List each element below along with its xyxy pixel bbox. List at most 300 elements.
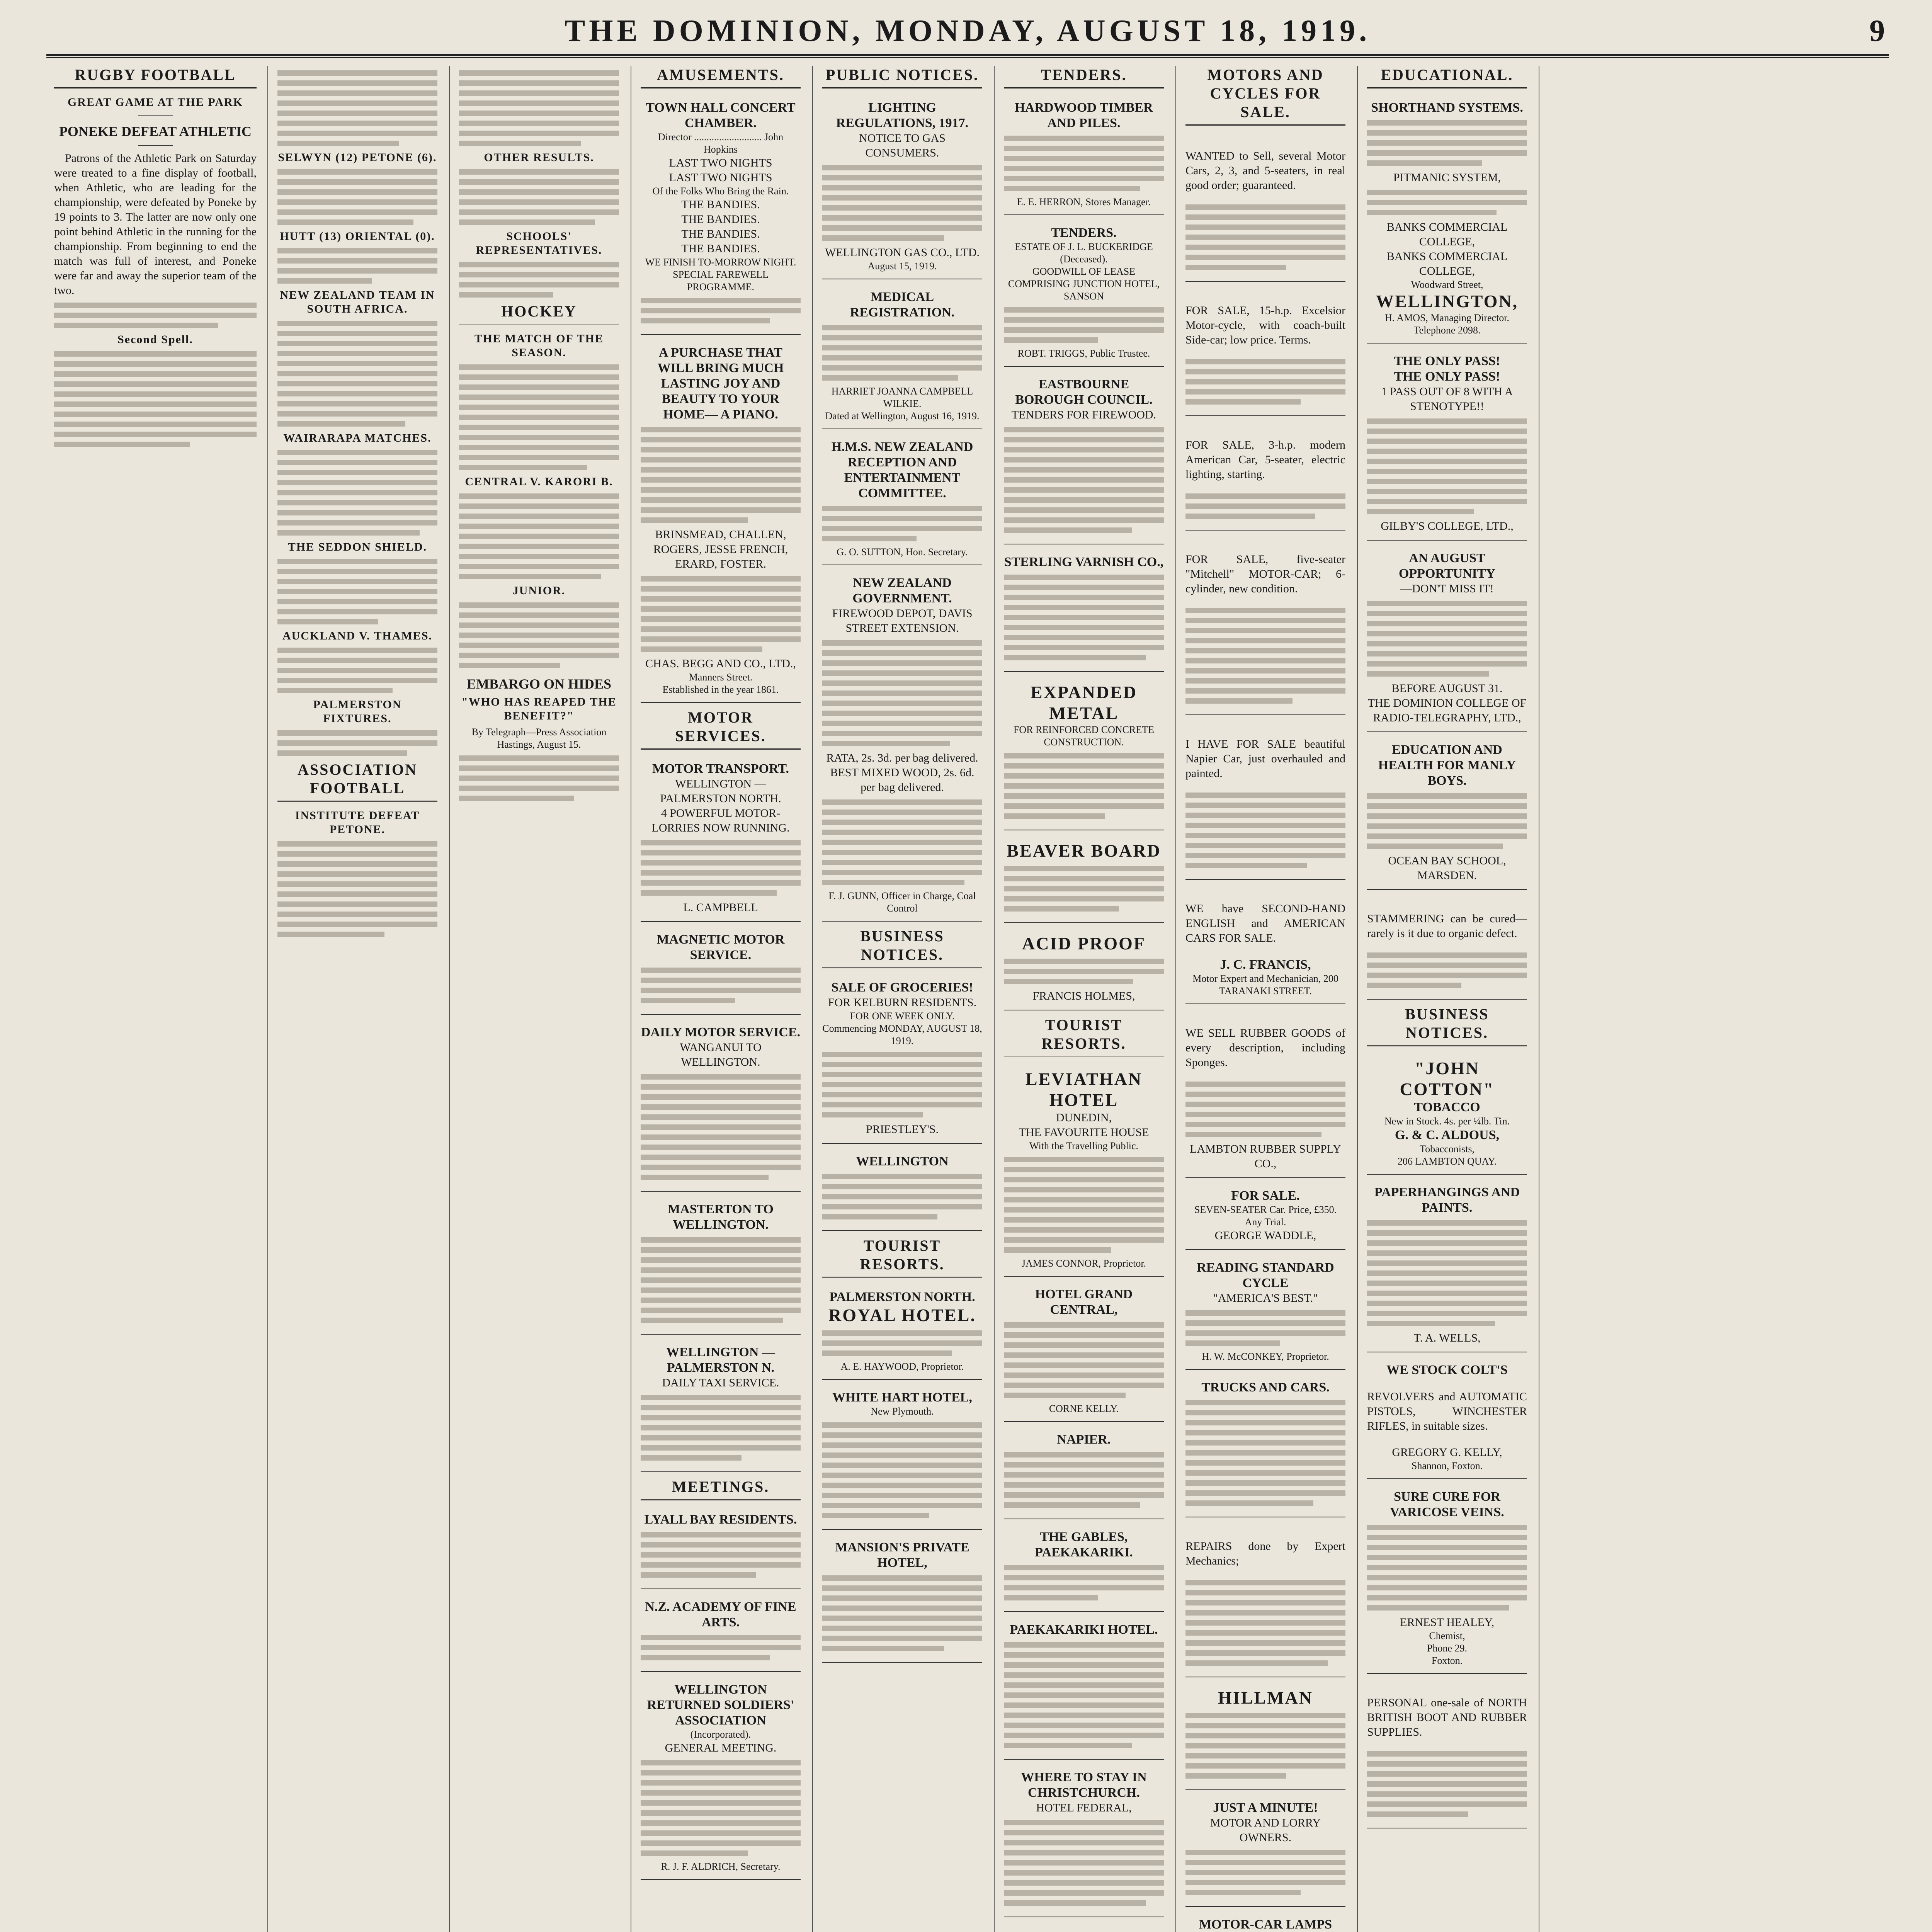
byline: By Telegraph—Press Association	[471, 726, 607, 738]
ad-title: AN AUGUST OPPORTUNITY	[1398, 551, 1496, 581]
article-body	[277, 321, 437, 427]
ad-motor-transport	[641, 757, 801, 922]
ad-headline: EXPANDED METAL	[1030, 682, 1138, 723]
ad-line: Phone 29.	[1427, 1643, 1467, 1654]
ad-body	[1367, 1220, 1527, 1326]
ad-title: SURE CURE FOR VARICOSE VEINS.	[1390, 1490, 1504, 1519]
ad-line: ESTATE OF J. L. BUCKERIDGE (Deceased).	[1015, 241, 1153, 265]
ad-line: DUNEDIN,	[1056, 1111, 1112, 1124]
article-body	[277, 169, 437, 225]
ad-firm: BANKS COMMERCIAL COLLEGE,	[1386, 250, 1508, 277]
ad-body	[1185, 1400, 1345, 1506]
ad-title: WE STOCK COLT'S	[1386, 1363, 1508, 1377]
ad-line: FOR REINFORCED CONCRETE CONSTRUCTION.	[1013, 724, 1155, 748]
ad-body: STAMMERING can be cured—rarely is it due to organic defect.	[1367, 912, 1527, 940]
ad-body	[1367, 418, 1527, 514]
ad-firm: CHAS. BEGG AND CO., LTD.,	[645, 657, 796, 670]
ad-title: HOTEL GRAND CENTRAL,	[1035, 1287, 1133, 1317]
ad-body	[822, 325, 982, 381]
headline: EMBARGO ON HIDES	[466, 676, 612, 692]
article-lead: Patrons of the Athletic Park on Saturday were treated to a fine display of football, when Athletic, who are leading for the championship, were defeated by Poneke by 19 points to 3. The latter are now only one point behind Athletic in the running for the championship. From beginning to end the match was full of interest, and Poneke were far and away the superior team of the two.	[54, 152, 257, 297]
headline: WAIRARAPA MATCHES.	[283, 432, 432, 444]
article-body	[277, 450, 437, 536]
section-heading: HOCKEY	[459, 302, 619, 325]
ad-body	[1367, 190, 1527, 215]
column-rugby-results	[270, 66, 444, 1932]
headline: PALMERSTON FIXTURES.	[313, 698, 402, 725]
ad-title: NAPIER.	[1057, 1432, 1111, 1447]
ad-title: LIGHTING REGULATIONS, 1917.	[836, 100, 969, 130]
ad-line: Motor Expert and Mechanician, 200 TARANAKI STREET.	[1192, 973, 1338, 997]
ad-firm: BANKS COMMERCIAL COLLEGE,	[1386, 221, 1508, 248]
ad-body	[1185, 1580, 1345, 1666]
ad-line: FIREWOOD DEPOT, DAVIS STREET EXTENSION.	[832, 607, 973, 634]
ad-line: THE BANDIES.	[681, 213, 760, 226]
column-educational	[1360, 66, 1534, 1932]
ad-line: 206 LAMBTON QUAY.	[1398, 1156, 1497, 1167]
ad-reading-cycle	[1185, 1255, 1345, 1370]
dateline: Hastings, August 15.	[497, 739, 581, 750]
ad-body	[1367, 1751, 1527, 1817]
headline: AUCKLAND V. THAMES.	[282, 629, 433, 642]
column-rule	[812, 66, 813, 1932]
ad-line: August 15, 1919.	[867, 260, 937, 272]
ad-line: LAST TWO NIGHTS	[669, 156, 772, 169]
headline: NEW ZEALAND TEAM IN SOUTH AFRICA.	[280, 289, 435, 315]
section-heading: TENDERS.	[1004, 66, 1164, 88]
ad-title: MAGNETIC MOTOR SERVICE.	[656, 932, 785, 962]
ad-line: Of the Folks Who Bring the Rain.	[652, 185, 789, 197]
tender-eastbourne	[1004, 372, 1164, 544]
section-heading: MOTORS AND CYCLES FOR SALE.	[1185, 66, 1345, 126]
ad-line: Manners Street.	[689, 672, 753, 683]
ad-body	[1367, 793, 1527, 849]
ad-line: Foxton.	[1431, 1655, 1463, 1666]
ad-line: GOODWILL OF LEASE COMPRISING JUNCTION HOTEL, SANSON	[1008, 266, 1160, 302]
headline: SELWYN (12) PETONE (6).	[278, 151, 437, 164]
ad-taxi	[641, 1340, 801, 1472]
ad-line: THE BANDIES.	[681, 228, 760, 240]
ad-firm: GREGORY G. KELLY,	[1392, 1446, 1502, 1459]
subheading: Second Spell.	[117, 333, 194, 346]
ad-line: THE BANDIES.	[681, 242, 760, 255]
ad-just-a-minute	[1185, 1796, 1345, 1907]
ad-title: FOR SALE.	[1231, 1189, 1300, 1203]
ad-title: JUST A MINUTE!	[1213, 1801, 1318, 1815]
ad-body	[1004, 753, 1164, 819]
ad-firm: G. & C. ALDOUS,	[1395, 1128, 1500, 1142]
notice-lighting	[822, 95, 982, 279]
ad-title: MEDICAL REGISTRATION.	[850, 290, 955, 320]
ad-line: WE FINISH TO-MORROW NIGHT.	[645, 257, 796, 268]
notice-firewood	[822, 571, 982, 922]
ad-line: New in Stock. 4s. per ¼lb. Tin.	[1384, 1116, 1510, 1127]
ad-body	[1367, 952, 1527, 988]
article-body	[54, 303, 257, 328]
ad-classified	[1185, 536, 1345, 715]
ad-line: THE FAVOURITE HOUSE	[1019, 1126, 1149, 1139]
ad-body	[641, 1760, 801, 1856]
ad-headline: BEAVER BOARD	[1007, 841, 1161, 861]
ad-stammering	[1367, 895, 1527, 1000]
ad-signature: R. J. F. ALDRICH, Secretary.	[661, 1861, 781, 1872]
column-rule	[994, 66, 995, 1932]
ad-repairs	[1185, 1523, 1345, 1677]
ad-grand-central	[1004, 1282, 1164, 1422]
ad-line: BEFORE AUGUST 31.	[1391, 682, 1503, 695]
ad-groceries	[822, 975, 982, 1144]
ad-body	[641, 840, 801, 896]
ad-line: THE BANDIES.	[681, 198, 760, 211]
ad-body	[1367, 601, 1527, 677]
ad-line: BRINSMEAD, CHALLEN, ROGERS, JESSE FRENCH, ERARD, FOSTER.	[653, 528, 788, 570]
ad-line: Shannon, Foxton.	[1411, 1460, 1483, 1471]
ad-academy	[641, 1595, 801, 1672]
ad-headline: ROYAL HOTEL.	[828, 1305, 976, 1325]
ad-body	[822, 506, 982, 541]
ad-body	[1185, 1850, 1345, 1895]
ad-firm: LAMBTON RUBBER SUPPLY CO.,	[1190, 1143, 1341, 1170]
notice-hms	[822, 435, 982, 565]
ad-body	[822, 1174, 982, 1219]
ad-august-opportunity	[1367, 546, 1527, 732]
ad-title: PALMERSTON NORTH.	[829, 1290, 975, 1304]
article-body	[277, 559, 437, 624]
ad-line: New Plymouth.	[871, 1406, 934, 1417]
ad-title: MOTOR TRANSPORT.	[652, 762, 789, 776]
ad-hillman	[1185, 1683, 1345, 1790]
ad-line: GENERAL MEETING.	[665, 1742, 777, 1754]
ad-body: WANTED to Sell, several Motor Cars, 2, 3, and 5-seaters, in real good order; guaranteed.	[1185, 150, 1345, 192]
ad-body	[1367, 120, 1527, 166]
ad-line: SEVEN-SEATER Car. Price, £350. Any Trial.	[1194, 1204, 1337, 1228]
ad-stenotype	[1367, 349, 1527, 541]
ad-rubber	[1185, 1010, 1345, 1178]
ad-headline: "JOHN COTTON"	[1400, 1058, 1495, 1099]
ad-line: TENDERS FOR FIREWOOD.	[1011, 408, 1156, 421]
ad-body: PERSONAL one-sale of NORTH BRITISH BOOT AND RUBBER SUPPLIES.	[1367, 1696, 1527, 1738]
ad-leviathan	[1004, 1064, 1164, 1277]
ad-classified	[1185, 287, 1345, 416]
masthead	[46, 12, 1889, 56]
masthead-rule	[46, 57, 1889, 58]
ad-line: HOTEL FEDERAL,	[1036, 1801, 1132, 1814]
ad-title: READING STANDARD CYCLE	[1197, 1260, 1334, 1290]
ad-title: TOBACCO	[1414, 1100, 1480, 1114]
ad-body	[641, 298, 801, 323]
article-body	[459, 755, 619, 801]
ad-body	[1185, 1713, 1345, 1779]
ad-line: Director ........................... John Hopkins	[658, 131, 784, 155]
ad-napier	[1004, 1427, 1164, 1519]
ad-title: TENDERS.	[1051, 226, 1117, 240]
column-rule	[267, 66, 268, 1932]
ad-headline: LEVIATHAN HOTEL	[1025, 1069, 1143, 1110]
article-body	[459, 262, 619, 298]
ad-body	[1004, 959, 1164, 984]
ad-francis	[1185, 885, 1345, 1004]
ad-line: Dated at Wellington, August 16, 1919.	[825, 410, 980, 422]
ad-line: With the Travelling Public.	[1029, 1140, 1139, 1151]
ad-rsa	[641, 1677, 801, 1880]
subheading: INSTITUTE DEFEAT PETONE.	[295, 809, 420, 836]
ad-christchurch	[1004, 1765, 1164, 1917]
article-body	[54, 351, 257, 447]
ad-body	[1185, 359, 1345, 405]
ad-line: DAILY TAXI SERVICE.	[662, 1376, 779, 1389]
ad-title: EDUCATION AND HEALTH FOR MANLY BOYS.	[1378, 743, 1516, 788]
ad-body: I HAVE FOR SALE beautiful Napier Car, just overhauled and painted.	[1185, 738, 1345, 780]
article-body	[459, 364, 619, 470]
ad-title: HARDWOOD TIMBER AND PILES.	[1015, 100, 1153, 130]
ad-north-british	[1367, 1679, 1527, 1828]
ad-signature: ROBT. TRIGGS, Public Trustee.	[1017, 348, 1150, 359]
column-hockey	[452, 66, 626, 1932]
ad-classified	[1185, 133, 1345, 282]
ad-title: THE ONLY PASS!	[1394, 369, 1500, 384]
ad-royal-hotel	[822, 1285, 982, 1380]
ad-signature: CORNE KELLY.	[1049, 1403, 1119, 1414]
section-heading: TOURIST RESORTS.	[822, 1236, 982, 1278]
ad-line: 1 PASS OUT OF 8 WITH A STENOTYPE!!	[1381, 385, 1513, 413]
ad-body: WE have SECOND-HAND ENGLISH and AMERICAN CARS FOR SALE.	[1185, 902, 1345, 944]
ad-line: Woodward Street,	[1411, 279, 1483, 290]
column-motors	[1179, 66, 1352, 1932]
ad-signature: H. W. McCONKEY, Proprietor.	[1202, 1351, 1329, 1362]
ad-body: REVOLVERS and AUTOMATIC PISTOLS, WINCHESTER RIFLES, in suitable sizes.	[1367, 1390, 1527, 1432]
headline: JUNIOR.	[512, 584, 566, 597]
ad-body	[1004, 1642, 1164, 1748]
notice-medical	[822, 285, 982, 429]
ad-title: WELLINGTON — PALMERSTON N.	[666, 1345, 775, 1375]
ad-line: FOR KELBURN RESIDENTS.	[828, 996, 977, 1009]
ad-title: MOTOR-CAR LAMPS	[1199, 1917, 1332, 1932]
ad-headline: WELLINGTON,	[1376, 291, 1519, 311]
ad-firm: WELLINGTON GAS CO., LTD.	[825, 246, 980, 259]
ad-signature: A. E. HAYWOOD, Proprietor.	[840, 1361, 964, 1372]
ad-title: N.Z. ACADEMY OF FINE ARTS.	[645, 1600, 796, 1629]
ad-wanganui	[641, 1020, 801, 1192]
ad-body	[641, 968, 801, 1003]
ad-signature: JAMES CONNOR, Proprietor.	[1021, 1258, 1146, 1269]
ad-body: FOR SALE, five-seater "Mitchell" MOTOR-CAR; 6-cylinder, new condition.	[1185, 553, 1345, 595]
ad-firm: T. A. WELLS,	[1413, 1332, 1481, 1344]
headline: PONEKE DEFEAT ATHLETIC	[59, 124, 252, 139]
ad-body	[641, 1074, 801, 1180]
ad-line: 4 POWERFUL MOTOR-LORRIES NOW RUNNING.	[651, 807, 790, 834]
page-title: THE DOMINION, MONDAY, AUGUST 18, 1919.	[564, 14, 1371, 48]
ad-line: —DON'T MISS IT!	[1400, 582, 1494, 595]
section-heading: AMUSEMENTS.	[641, 66, 801, 88]
ad-title: TOWN HALL CONCERT CHAMBER.	[646, 100, 796, 130]
ad-signature: G. O. SUTTON, Hon. Secretary.	[837, 546, 968, 558]
ad-body	[1004, 1820, 1164, 1906]
article-body	[459, 70, 619, 146]
ad-body	[641, 1635, 801, 1660]
ad-firm: PRIESTLEY'S.	[866, 1123, 939, 1136]
ad-body	[1004, 1322, 1164, 1398]
ad-gables	[1004, 1525, 1164, 1612]
ad-title: EASTBOURNE BOROUGH COUNCIL.	[1015, 377, 1153, 407]
section-heading: BUSINESS NOTICES.	[1367, 1005, 1527, 1046]
ad-body	[1004, 1157, 1164, 1253]
article-body	[277, 648, 437, 693]
subheading: "WHO HAS REAPED THE BENEFIT?"	[461, 696, 617, 722]
column-rule	[1175, 66, 1176, 1932]
section-heading: MEETINGS.	[641, 1478, 801, 1500]
ad-firm: J. C. FRANCIS,	[1220, 957, 1311, 972]
ad-body: FOR SALE, 3-h.p. modern American Car, 5-seater, electric lighting, starting.	[1185, 439, 1345, 481]
ad-line: RATA, 2s. 3d. per bag delivered.	[826, 752, 978, 764]
ad-line: Telephone 2098.	[1413, 325, 1481, 336]
ad-title: WELLINGTON	[856, 1154, 949, 1168]
ad-varicose	[1367, 1485, 1527, 1674]
column-rule	[1357, 66, 1358, 1932]
ad-line: MOTOR AND LORRY OWNERS.	[1210, 1816, 1321, 1844]
ad-colts	[1367, 1358, 1527, 1479]
ad-body	[822, 1422, 982, 1518]
ad-title: SALE OF GROCERIES!	[831, 980, 973, 995]
ad-firm: L. CAMPBELL	[683, 901, 758, 914]
ad-title: PAEKAKARIKI HOTEL.	[1010, 1622, 1158, 1637]
ad-lyall-bay	[641, 1507, 801, 1589]
headline: CENTRAL V. KARORI B.	[465, 475, 613, 488]
ad-body	[1004, 427, 1164, 533]
tender-buckeridge	[1004, 221, 1164, 367]
article-body	[277, 841, 437, 937]
ad-title: THE GABLES, PAEKAKARIKI.	[1035, 1530, 1133, 1560]
ad-title: MANSION'S PRIVATE HOTEL,	[835, 1540, 969, 1570]
ad-body	[1185, 608, 1345, 704]
ad-title: PAPERHANGINGS AND PAINTS.	[1374, 1185, 1520, 1215]
headline: SCHOOLS' REPRESENTATIVES.	[476, 230, 602, 257]
ad-white-hart	[822, 1385, 982, 1530]
ad-line: OCEAN BAY SCHOOL, MARSDEN.	[1388, 854, 1506, 882]
ad-beaver-board	[1004, 836, 1164, 923]
ad-body	[822, 1330, 982, 1356]
ad-mansions	[822, 1535, 982, 1663]
ad-classified	[1185, 721, 1345, 880]
ad-body: FOR SALE, 15-h.p. Excelsior Motor-cycle, with coach-built Side-car; low price. Terms.	[1185, 304, 1345, 346]
ad-body	[1185, 493, 1345, 519]
subheading: GREAT GAME AT THE PARK	[67, 96, 243, 109]
ad-body	[641, 576, 801, 652]
ad-body: WE SELL RUBBER GOODS of every description, including Sponges.	[1185, 1027, 1345, 1069]
ad-body	[641, 1395, 801, 1461]
ad-title: A PURCHASE THAT WILL BRING MUCH LASTING JOY AND BEAUTY TO YOUR HOME— A PIANO.	[657, 345, 784, 422]
ad-body	[1185, 793, 1345, 868]
article-body	[459, 493, 619, 579]
ad-sterling	[1004, 550, 1164, 672]
ad-body: REPAIRS done by Expert Mechanics;	[1185, 1540, 1345, 1567]
column-public-notices	[815, 66, 989, 1932]
ad-line: THE DOMINION COLLEGE OF RADIO-TELEGRAPHY, LTD.,	[1367, 697, 1527, 724]
ad-signature: HARRIET JOANNA CAMPBELL WILKIE.	[831, 386, 973, 409]
ad-line: Chemist,	[1429, 1630, 1465, 1641]
section-heading: MOTOR SERVICES.	[641, 708, 801, 750]
tender-hardwood	[1004, 95, 1164, 215]
ad-lamps	[1185, 1912, 1345, 1932]
ad-title: WHITE HART HOTEL,	[832, 1390, 972, 1405]
ad-line: SPECIAL FAREWELL PROGRAMME.	[673, 269, 769, 293]
article-body	[459, 169, 619, 225]
ad-title: SHORTHAND SYSTEMS.	[1371, 100, 1523, 115]
ad-body	[1004, 136, 1164, 191]
article-body	[277, 730, 437, 756]
ad-line: NOTICE TO GAS CONSUMERS.	[859, 132, 946, 159]
ad-body	[1367, 1525, 1527, 1611]
ad-wellington-emblem	[822, 1149, 982, 1231]
article-body	[277, 70, 437, 146]
ad-body	[1185, 204, 1345, 270]
ad-piano	[641, 340, 801, 703]
subheading: THE MATCH OF THE SEASON.	[474, 332, 604, 359]
ad-body	[1185, 1082, 1345, 1137]
ad-town-hall	[641, 95, 801, 335]
ad-title: WELLINGTON RETURNED SOLDIERS' ASSOCIATION	[647, 1682, 794, 1728]
ad-title: H.M.S. NEW ZEALAND RECEPTION AND ENTERTAINMENT COMMITTEE.	[831, 440, 973, 500]
headline: THE SEDDON SHIELD.	[287, 541, 427, 553]
ad-headline: ACID PROOF	[1022, 934, 1146, 953]
section-heading: BUSINESS NOTICES.	[822, 927, 982, 968]
ad-signature: F. J. GUNN, Officer in Charge, Coal Control	[828, 890, 976, 914]
ad-firm: GILBY'S COLLEGE, LTD.,	[1381, 520, 1514, 532]
section-heading: RUGBY FOOTBALL	[54, 66, 257, 88]
ad-headline: HILLMAN	[1218, 1688, 1313, 1708]
ad-manly-boys	[1367, 738, 1527, 890]
ad-title: STERLING VARNISH CO.,	[1004, 555, 1164, 569]
ad-title: WHERE TO STAY IN CHRISTCHURCH.	[1021, 1770, 1147, 1800]
ad-line: "AMERICA'S BEST."	[1213, 1292, 1318, 1304]
section-heading: TOURIST RESORTS.	[1004, 1016, 1164, 1057]
ad-acid-proof	[1004, 929, 1164, 1010]
ad-firm: GEORGE WADDLE,	[1214, 1229, 1316, 1242]
ad-title: LYALL BAY RESIDENTS.	[644, 1512, 797, 1527]
section-heading: ASSOCIATION FOOTBALL	[277, 760, 437, 802]
ad-tobacco	[1367, 1053, 1527, 1175]
ad-line: (Incorporated).	[690, 1729, 751, 1740]
ad-title: TRUCKS AND CARS.	[1201, 1380, 1330, 1395]
ad-masterton	[641, 1197, 801, 1335]
ad-body	[1004, 1565, 1164, 1600]
page-number: 9	[1869, 14, 1885, 48]
ad-firm: FRANCIS HOLMES,	[1032, 990, 1135, 1002]
ad-body	[641, 1532, 801, 1578]
ad-body	[641, 1237, 801, 1323]
ad-magnetic	[641, 927, 801, 1015]
ad-line: PITMANIC SYSTEM,	[1393, 171, 1501, 184]
ad-body	[641, 427, 801, 523]
ad-body	[1004, 575, 1164, 660]
ad-body	[1185, 1310, 1345, 1346]
ad-body	[1004, 866, 1164, 912]
ad-body	[822, 799, 982, 885]
ad-signature: H. AMOS, Managing Director.	[1384, 312, 1510, 323]
ad-shorthand	[1367, 95, 1527, 344]
column-tenders	[997, 66, 1171, 1932]
article-body	[277, 248, 437, 284]
ad-line: BEST MIXED WOOD, 2s. 6d. per bag delivered.	[830, 766, 975, 794]
section-heading: PUBLIC NOTICES.	[822, 66, 982, 88]
ad-line: WELLINGTON — PALMERSTON NORTH.	[660, 777, 781, 805]
ad-line: FOR ONE WEEK ONLY. Commencing MONDAY, AUGUST 18, 1919.	[822, 1010, 982, 1046]
ad-expanded-metal	[1004, 677, 1164, 830]
ad-classified	[1185, 422, 1345, 531]
ad-body	[822, 1575, 982, 1651]
ad-title: MASTERTON TO WELLINGTON.	[668, 1202, 774, 1232]
ad-title: NEW ZEALAND GOVERNMENT.	[852, 576, 952, 605]
headline: HUTT (13) ORIENTAL (0).	[280, 230, 435, 243]
